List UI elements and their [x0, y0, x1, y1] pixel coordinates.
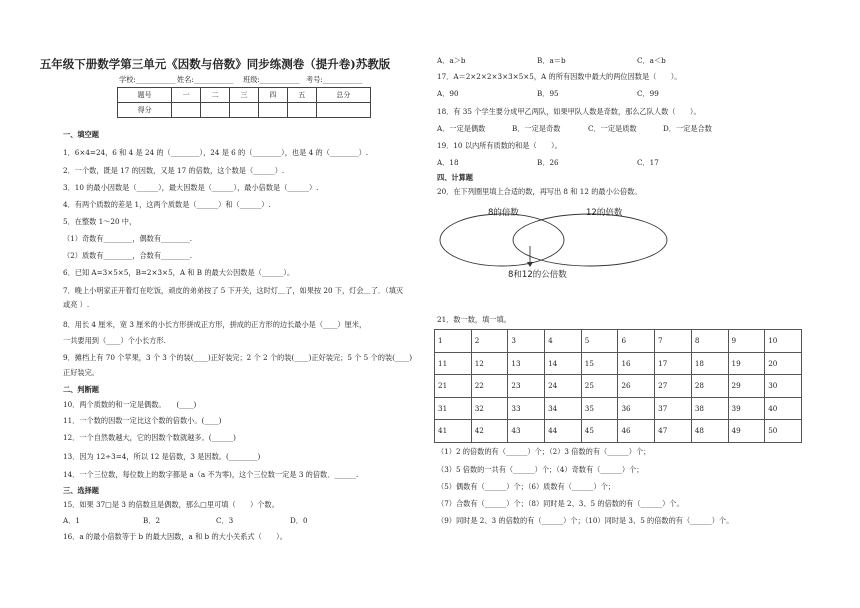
score-table-header-row [118, 88, 371, 103]
grid-cell: 26 [618, 375, 655, 398]
grid-cell: 12 [471, 352, 508, 375]
grid-cell: 32 [471, 397, 508, 420]
question-8-line-2: 一共要用到（____）个小长方形. [63, 336, 166, 345]
question-15-option-c: C．3 [216, 516, 234, 525]
grid-cell: 46 [618, 420, 655, 443]
grid-cell: 44 [545, 420, 582, 443]
venn-diagram [436, 200, 676, 282]
grid-cell: 40 [765, 397, 802, 420]
grid-cell: 5 [581, 330, 618, 353]
grid-row [435, 352, 802, 375]
grid-cell: 35 [581, 397, 618, 420]
venn-bottom-label: 8和12的公倍数 [508, 270, 567, 280]
question-8-line-1: 8．用长 4 厘米，宽 3 厘米的小长方形拼成正方形，拼成的正方形的边长最小是（____）厘米， [63, 320, 367, 329]
question-16-option-b: B．a＝b [537, 56, 566, 65]
grid-cell: 15 [581, 352, 618, 375]
question-19-option-b: B．26 [537, 158, 559, 167]
grid-cell: 36 [618, 397, 655, 420]
grid-cell: 31 [435, 397, 472, 420]
grid-row [435, 375, 802, 398]
grid-cell: 41 [435, 420, 472, 443]
score-header-cell: 三 [230, 88, 259, 103]
score-cell[interactable] [172, 103, 201, 118]
question-16-option-c: C．a＜b [637, 56, 666, 65]
name-field: 姓名:___________ [177, 75, 234, 84]
question-9-line-1: 9．摊档上有 70 个苹果，3 个 3 个的装(____)正好装完；2 个 2 个的装(____)正好装完；5 个 5 个的装(____) [63, 353, 413, 362]
grid-cell: 39 [728, 397, 765, 420]
grid-cell: 28 [691, 375, 728, 398]
grid-cell: 19 [728, 352, 765, 375]
score-cell[interactable] [230, 103, 259, 118]
grid-cell: 24 [545, 375, 582, 398]
question-12: 12．一个自然数越大，它的因数个数就越多。(______) [63, 433, 236, 442]
grid-cell: 11 [435, 352, 472, 375]
question-18-option-a: A．一定是偶数 [437, 124, 486, 133]
question-16-option-a: A．a＞b [437, 56, 466, 65]
question-21-subline-3: （5）偶数有（______）个；（6）质数有（______）个； [437, 482, 616, 491]
question-9-line-2: 正好装完。 [63, 368, 99, 377]
question-21-subline-5: （9）同时是 2、3 的倍数的有（______）个；（10）同时是 3、5 的倍数的有（______）个。 [437, 516, 734, 525]
question-13: 13．因为 12÷3=4，所以 12 是倍数，3 是因数。(________) [63, 452, 261, 461]
question-15: 15．如果 37□是 3 的倍数且是偶数，那么□里可填（ ）个数。 [63, 500, 279, 509]
grid-row [435, 330, 802, 353]
question-21-subline-4: （7）合数有（______）个；（8）同时是 2、3、5 的倍数的有（______）个。 [437, 499, 684, 508]
grid-row [435, 397, 802, 420]
question-17: 17．A＝2×2×2×3×3×5×5，A 的所有因数中最大的两位因数是（ ）。 [437, 72, 682, 81]
grid-cell: 25 [581, 375, 618, 398]
score-header-cell: 五 [287, 88, 316, 103]
school-field: 学校:___________ [119, 75, 176, 84]
question-19: 19．10 以内所有质数的和是（ ）。 [437, 141, 562, 150]
grid-cell: 34 [545, 397, 582, 420]
question-7-line-1: 7．晚上小明家正开着灯在吃饭，顽皮的弟弟按了 5 下开关，这时灯＿了，如果按 20 下，灯会＿了．（填灭 [63, 286, 404, 295]
grid-cell: 33 [508, 397, 545, 420]
section-heading-judge: 二、判断题 [63, 385, 99, 394]
venn-circle-right [513, 214, 667, 266]
question-16: 16．a 的最小倍数等于 b 的最大因数，a 和 b 的大小关系式（ ）。 [63, 532, 287, 541]
class-field: 班级:___________ [243, 75, 300, 84]
score-cell[interactable] [287, 103, 316, 118]
question-18-option-d: D．一定是合数 [663, 124, 712, 133]
grid-cell: 45 [581, 420, 618, 443]
question-21: 21．数一数，填一填。 [437, 315, 511, 324]
question-15-option-a: A．1 [63, 516, 80, 525]
question-18-option-b: B．一定是奇数 [512, 124, 561, 133]
grid-cell: 6 [618, 330, 655, 353]
question-18: 18．有 35 个学生要分成甲乙两队，如果甲队人数是奇数，那么乙队人数（ ）。 [437, 107, 701, 116]
grid-cell: 18 [691, 352, 728, 375]
venn-pointer-arrow [527, 262, 533, 267]
grid-cell: 43 [508, 420, 545, 443]
question-6: 6．已知 A=3×5×5，B=2×3×5，A 和 B 的最大公因数是（______）。 [63, 268, 295, 277]
question-17-option-b: B．95 [537, 89, 559, 98]
score-row-label: 得分 [118, 103, 172, 118]
section-heading-calc: 四、计算题 [437, 173, 473, 182]
question-2: 2．一个数，既是 17 的因数，又是 17 的倍数，这个数是（______）. [63, 166, 285, 175]
grid-cell: 50 [765, 420, 802, 443]
question-17-option-a: A．90 [437, 89, 459, 98]
grid-cell: 23 [508, 375, 545, 398]
grid-cell: 37 [655, 397, 692, 420]
grid-cell: 7 [655, 330, 692, 353]
question-5: 5．在整数 1～20 中， [63, 217, 137, 226]
grid-cell: 38 [691, 397, 728, 420]
score-header-cell: 一 [172, 88, 201, 103]
grid-cell: 8 [691, 330, 728, 353]
question-21-subline-2: （3）5 倍数的一共有（______）个；（4）奇数有（______）个； [437, 465, 644, 474]
score-cell[interactable] [201, 103, 230, 118]
score-table-score-row [118, 103, 371, 118]
grid-row [435, 420, 802, 443]
score-header-cell: 总分 [316, 88, 370, 103]
grid-cell: 16 [618, 352, 655, 375]
score-header-cell: 四 [258, 88, 287, 103]
grid-cell: 10 [765, 330, 802, 353]
page-title: 五年级下册数学第三单元《因数与倍数》同步练测卷（提升卷)苏教版 [39, 57, 391, 71]
question-7-line-2: 或亮 ）. [63, 300, 90, 309]
grid-cell: 17 [655, 352, 692, 375]
question-18-option-c: C．一定是质数 [588, 124, 637, 133]
question-17-option-c: C．99 [637, 89, 659, 98]
question-5-part-2: （2）质数有________，合数有________. [63, 251, 193, 260]
grid-cell: 1 [435, 330, 472, 353]
venn-left-label: 8的倍数 [488, 208, 519, 218]
score-table [117, 87, 371, 118]
question-15-option-d: D．0 [290, 516, 308, 525]
number-grid [434, 329, 802, 443]
score-cell[interactable] [258, 103, 287, 118]
grid-cell: 48 [691, 420, 728, 443]
grid-cell: 9 [728, 330, 765, 353]
grid-cell: 27 [655, 375, 692, 398]
grid-cell: 42 [471, 420, 508, 443]
question-20: 20．在下列圈里填上合适的数，再写出 8 和 12 的最小公倍数。 [437, 187, 642, 196]
question-4: 4．有两个质数的差是 1，这两个质数是（______）和（______）. [63, 200, 271, 209]
venn-right-label: 12的倍数 [586, 208, 623, 218]
section-heading-fill: 一、填空题 [63, 130, 99, 139]
grid-cell: 14 [545, 352, 582, 375]
question-15-option-b: B．2 [143, 516, 161, 525]
question-3: 3．10 的最小因数是（______），最大因数是（______），最小倍数是（______）. [63, 183, 319, 192]
grid-cell: 2 [471, 330, 508, 353]
grid-cell: 20 [765, 352, 802, 375]
score-header-cell: 题号 [118, 88, 172, 103]
question-1: 1．6×4=24，6 和 4 是 24 的（________），24 是 6 的（________），也是 4 的（________）. [63, 148, 369, 157]
score-header-cell: 二 [201, 88, 230, 103]
grid-cell: 13 [508, 352, 545, 375]
venn-circle-left [440, 214, 564, 266]
question-19-option-a: A．18 [437, 158, 459, 167]
grid-cell: 3 [508, 330, 545, 353]
grid-cell: 22 [471, 375, 508, 398]
question-21-subline-1: （1）2 的倍数的有（______）个；（2）3 倍数的有（______）个； [437, 447, 651, 456]
question-19-option-c: C．17 [637, 158, 659, 167]
grid-cell: 49 [728, 420, 765, 443]
grid-cell: 47 [655, 420, 692, 443]
question-11: 11．一个数的因数一定比这个数的倍数小。(____) [63, 416, 222, 425]
grid-cell: 30 [765, 375, 802, 398]
question-5-part-1: （1）奇数有________，偶数有________. [63, 234, 193, 243]
grid-cell: 29 [728, 375, 765, 398]
question-10: 10．两个质数的和一定是偶数。 (____) [63, 400, 197, 409]
score-cell[interactable] [316, 103, 370, 118]
grid-cell: 21 [435, 375, 472, 398]
question-14: 14．一个三位数，每位数上的数字都是 a（a 不为零)，这个三位数一定是 3 的倍数．______. [63, 470, 359, 479]
section-heading-choice: 三、选择题 [63, 486, 99, 495]
grid-cell: 4 [545, 330, 582, 353]
exam-no-field: 考号:___________ [306, 75, 363, 84]
